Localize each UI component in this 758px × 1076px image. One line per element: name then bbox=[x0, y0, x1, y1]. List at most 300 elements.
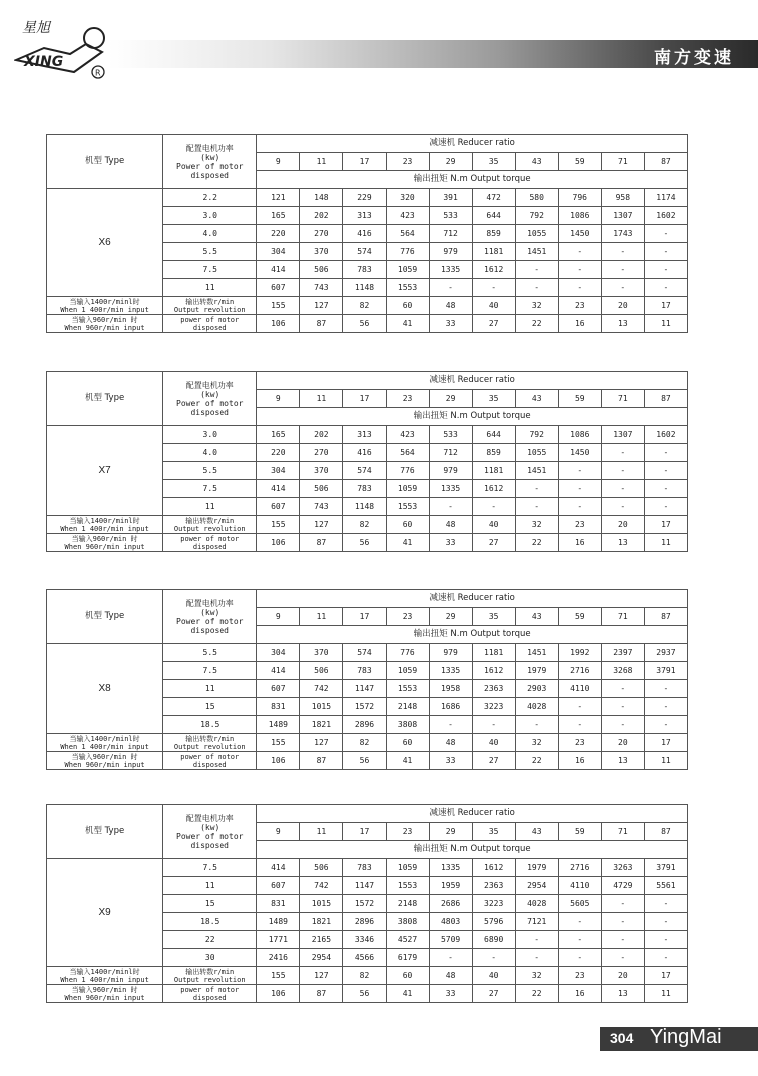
revolution-cell: 87 bbox=[300, 315, 343, 333]
ratio-cell: 59 bbox=[558, 823, 601, 841]
type-header: 机型 Type bbox=[47, 590, 163, 644]
torque-cell: - bbox=[644, 444, 687, 462]
torque-cell: - bbox=[601, 680, 644, 698]
torque-cell: 1958 bbox=[429, 680, 472, 698]
svg-text:R: R bbox=[95, 68, 101, 78]
spec-table-x8 bbox=[46, 589, 688, 770]
torque-cell: 1335 bbox=[429, 859, 472, 877]
torque-cell: 4803 bbox=[429, 913, 472, 931]
revolution-cell: 40 bbox=[472, 297, 515, 315]
revolution-cell: 155 bbox=[257, 297, 300, 315]
power-cell: 15 bbox=[163, 895, 257, 913]
torque-cell: 6890 bbox=[472, 931, 515, 949]
torque-cell: 414 bbox=[257, 662, 300, 680]
revolution-cell: 22 bbox=[515, 534, 558, 552]
input-1400-label-line: 当输入1400r/minl时 bbox=[69, 297, 140, 306]
torque-cell: 2896 bbox=[343, 716, 386, 734]
motor-power-label-line: power of motor bbox=[180, 315, 240, 324]
torque-cell: - bbox=[429, 498, 472, 516]
power-header bbox=[163, 805, 257, 859]
torque-cell: - bbox=[601, 913, 644, 931]
revolution-cell: 33 bbox=[429, 752, 472, 770]
torque-cell: 1821 bbox=[300, 716, 343, 734]
torque-cell: 574 bbox=[343, 243, 386, 261]
revolution-cell: 106 bbox=[257, 315, 300, 333]
revolution-cell: 82 bbox=[343, 297, 386, 315]
torque-cell: 1181 bbox=[472, 462, 515, 480]
torque-cell: 313 bbox=[343, 426, 386, 444]
revolution-cell: 56 bbox=[343, 985, 386, 1003]
torque-cell: - bbox=[558, 716, 601, 734]
power-header bbox=[163, 590, 257, 644]
revolution-cell: 127 bbox=[300, 967, 343, 985]
power-cell: 3.0 bbox=[163, 207, 257, 225]
torque-cell: 1059 bbox=[386, 662, 429, 680]
torque-cell: 2954 bbox=[515, 877, 558, 895]
table-header-row bbox=[47, 805, 688, 823]
output-revolution-label bbox=[163, 734, 257, 752]
torque-cell: 4028 bbox=[515, 895, 558, 913]
revolution-cell: 11 bbox=[644, 534, 687, 552]
reducer-ratio-header: 减速机 Reducer ratio bbox=[257, 372, 688, 390]
torque-cell: 792 bbox=[515, 207, 558, 225]
torque-cell: 580 bbox=[515, 189, 558, 207]
torque-cell: - bbox=[601, 261, 644, 279]
ratio-cell: 35 bbox=[472, 608, 515, 626]
revolution-cell: 23 bbox=[558, 734, 601, 752]
revolution-cell: 27 bbox=[472, 752, 515, 770]
torque-cell: 148 bbox=[300, 189, 343, 207]
revolution-cell: 60 bbox=[386, 297, 429, 315]
torque-cell: 414 bbox=[257, 480, 300, 498]
model-cell: X7 bbox=[47, 426, 163, 516]
reducer-ratio-header: 减速机 Reducer ratio bbox=[257, 135, 688, 153]
torque-cell: 7121 bbox=[515, 913, 558, 931]
torque-cell: 1612 bbox=[472, 261, 515, 279]
torque-cell: 1553 bbox=[386, 680, 429, 698]
torque-cell: 220 bbox=[257, 225, 300, 243]
torque-cell: 607 bbox=[257, 877, 300, 895]
torque-cell: 783 bbox=[343, 480, 386, 498]
logo-chinese-text: 星旭 bbox=[22, 20, 50, 36]
revolution-cell: 16 bbox=[558, 315, 601, 333]
revolution-cell: 16 bbox=[558, 985, 601, 1003]
torque-cell: 792 bbox=[515, 426, 558, 444]
torque-cell: - bbox=[601, 895, 644, 913]
torque-cell: 6179 bbox=[386, 949, 429, 967]
torque-cell: 564 bbox=[386, 444, 429, 462]
power-cell: 7.5 bbox=[163, 480, 257, 498]
torque-cell: 607 bbox=[257, 680, 300, 698]
torque-cell: 783 bbox=[343, 859, 386, 877]
torque-cell: 3223 bbox=[472, 698, 515, 716]
torque-cell: 742 bbox=[300, 877, 343, 895]
output-revolution-label bbox=[163, 967, 257, 985]
torque-cell: - bbox=[644, 698, 687, 716]
brand-title: 南方变速 bbox=[654, 48, 734, 68]
torque-cell: - bbox=[601, 931, 644, 949]
torque-cell: 859 bbox=[472, 444, 515, 462]
output-revolution-label-line: 输出转数r/min bbox=[185, 297, 235, 306]
ratio-cell: 9 bbox=[257, 390, 300, 408]
power-cell: 11 bbox=[163, 279, 257, 297]
output-revolution-label bbox=[163, 516, 257, 534]
torque-cell: 1612 bbox=[472, 662, 515, 680]
torque-cell: 2903 bbox=[515, 680, 558, 698]
torque-cell: - bbox=[644, 716, 687, 734]
torque-cell: 3808 bbox=[386, 913, 429, 931]
torque-cell: - bbox=[644, 279, 687, 297]
revolution-1400-row bbox=[47, 967, 688, 985]
power-header-line: Power of motor bbox=[176, 398, 244, 408]
ratio-cell: 87 bbox=[644, 390, 687, 408]
input-960-label-line: 当输入960r/min 时 bbox=[71, 752, 138, 761]
output-revolution-label bbox=[163, 297, 257, 315]
type-header: 机型 Type bbox=[47, 135, 163, 189]
revolution-cell: 106 bbox=[257, 985, 300, 1003]
input-1400-label-line: 当输入1400r/minl时 bbox=[69, 516, 140, 525]
revolution-cell: 82 bbox=[343, 734, 386, 752]
torque-cell: 776 bbox=[386, 243, 429, 261]
revolution-cell: 32 bbox=[515, 516, 558, 534]
torque-cell: - bbox=[644, 243, 687, 261]
torque-cell: 1572 bbox=[343, 698, 386, 716]
motor-power-label-line: power of motor bbox=[180, 752, 240, 761]
torque-cell: 1450 bbox=[558, 444, 601, 462]
input-1400-label bbox=[47, 967, 163, 985]
torque-cell: - bbox=[515, 279, 558, 297]
torque-cell: - bbox=[601, 444, 644, 462]
revolution-cell: 33 bbox=[429, 534, 472, 552]
torque-cell: 979 bbox=[429, 644, 472, 662]
revolution-cell: 60 bbox=[386, 967, 429, 985]
revolution-cell: 87 bbox=[300, 534, 343, 552]
input-960-label bbox=[47, 752, 163, 770]
ratio-cell: 71 bbox=[601, 608, 644, 626]
torque-cell: 3263 bbox=[601, 859, 644, 877]
table-row bbox=[47, 426, 688, 444]
ratio-cell: 29 bbox=[429, 823, 472, 841]
revolution-cell: 17 bbox=[644, 297, 687, 315]
power-header-line: 配置电机功率 bbox=[185, 813, 234, 823]
torque-cell: 220 bbox=[257, 444, 300, 462]
input-1400-label bbox=[47, 516, 163, 534]
output-revolution-label-line: Output revolution bbox=[173, 524, 246, 533]
ratio-cell: 43 bbox=[515, 390, 558, 408]
revolution-cell: 127 bbox=[300, 297, 343, 315]
torque-cell: 4028 bbox=[515, 698, 558, 716]
power-cell: 11 bbox=[163, 877, 257, 895]
torque-cell: 202 bbox=[300, 426, 343, 444]
revolution-cell: 22 bbox=[515, 985, 558, 1003]
revolution-cell: 48 bbox=[429, 734, 472, 752]
motor-power-label-line: disposed bbox=[192, 323, 227, 332]
torque-cell: 1612 bbox=[472, 859, 515, 877]
torque-cell: - bbox=[429, 949, 472, 967]
revolution-cell: 41 bbox=[386, 985, 429, 1003]
ratio-cell: 59 bbox=[558, 390, 601, 408]
revolution-cell: 13 bbox=[601, 752, 644, 770]
revolution-cell: 11 bbox=[644, 315, 687, 333]
revolution-cell: 23 bbox=[558, 297, 601, 315]
torque-cell: 1181 bbox=[472, 243, 515, 261]
revolution-cell: 11 bbox=[644, 752, 687, 770]
torque-cell: 270 bbox=[300, 225, 343, 243]
torque-cell: - bbox=[472, 949, 515, 967]
revolution-cell: 127 bbox=[300, 734, 343, 752]
torque-cell: 2148 bbox=[386, 895, 429, 913]
torque-cell: 506 bbox=[300, 480, 343, 498]
output-revolution-label-line: 输出转数r/min bbox=[185, 734, 235, 743]
ratio-cell: 35 bbox=[472, 390, 515, 408]
revolution-cell: 16 bbox=[558, 752, 601, 770]
type-header: 机型 Type bbox=[47, 372, 163, 426]
torque-cell: 1602 bbox=[644, 426, 687, 444]
power-cell: 11 bbox=[163, 498, 257, 516]
revolution-cell: 41 bbox=[386, 534, 429, 552]
torque-cell: 5561 bbox=[644, 877, 687, 895]
torque-cell: 712 bbox=[429, 444, 472, 462]
revolution-cell: 60 bbox=[386, 516, 429, 534]
torque-cell: - bbox=[644, 225, 687, 243]
torque-cell: 472 bbox=[472, 189, 515, 207]
torque-cell: - bbox=[644, 949, 687, 967]
input-960-label-line: 当输入960r/min 时 bbox=[71, 534, 138, 543]
ratio-cell: 71 bbox=[601, 823, 644, 841]
torque-cell: 1015 bbox=[300, 895, 343, 913]
output-torque-header: 输出扭矩 N.m Output torque bbox=[257, 171, 688, 189]
torque-cell: 304 bbox=[257, 644, 300, 662]
torque-cell: 1992 bbox=[558, 644, 601, 662]
torque-cell: 1959 bbox=[429, 877, 472, 895]
power-cell: 3.0 bbox=[163, 426, 257, 444]
torque-cell: 506 bbox=[300, 662, 343, 680]
power-header bbox=[163, 135, 257, 189]
revolution-cell: 13 bbox=[601, 315, 644, 333]
torque-cell: 2716 bbox=[558, 662, 601, 680]
torque-cell: - bbox=[515, 716, 558, 734]
torque-cell: 121 bbox=[257, 189, 300, 207]
torque-cell: - bbox=[515, 949, 558, 967]
power-header-line: Power of motor bbox=[176, 831, 244, 841]
table-header-row bbox=[47, 135, 688, 153]
revolution-cell: 32 bbox=[515, 734, 558, 752]
power-cell: 5.5 bbox=[163, 644, 257, 662]
torque-cell: - bbox=[601, 498, 644, 516]
motor-power-label-line: disposed bbox=[192, 542, 227, 551]
torque-cell: - bbox=[472, 279, 515, 297]
torque-cell: - bbox=[644, 462, 687, 480]
input-1400-label-line: When 1 400r/min input bbox=[60, 305, 149, 314]
torque-cell: 4527 bbox=[386, 931, 429, 949]
power-cell: 18.5 bbox=[163, 716, 257, 734]
torque-cell: - bbox=[558, 949, 601, 967]
power-cell: 11 bbox=[163, 680, 257, 698]
torque-cell: - bbox=[515, 498, 558, 516]
torque-cell: - bbox=[558, 913, 601, 931]
output-revolution-label-line: 输出转数r/min bbox=[185, 967, 235, 976]
torque-cell: 2363 bbox=[472, 877, 515, 895]
ratio-cell: 35 bbox=[472, 823, 515, 841]
model-cell: X6 bbox=[47, 189, 163, 297]
revolution-cell: 23 bbox=[558, 967, 601, 985]
torque-cell: 831 bbox=[257, 895, 300, 913]
ratio-cell: 87 bbox=[644, 608, 687, 626]
input-1400-label-line: 当输入1400r/minl时 bbox=[69, 734, 140, 743]
revolution-cell: 56 bbox=[343, 315, 386, 333]
revolution-cell: 155 bbox=[257, 967, 300, 985]
torque-cell: 2165 bbox=[300, 931, 343, 949]
torque-cell: 574 bbox=[343, 462, 386, 480]
revolution-960-row bbox=[47, 985, 688, 1003]
revolution-cell: 48 bbox=[429, 297, 472, 315]
torque-cell: 1059 bbox=[386, 480, 429, 498]
torque-cell: 1450 bbox=[558, 225, 601, 243]
revolution-1400-row bbox=[47, 297, 688, 315]
torque-cell: - bbox=[558, 243, 601, 261]
table-header-row bbox=[47, 590, 688, 608]
revolution-cell: 155 bbox=[257, 734, 300, 752]
table-row bbox=[47, 859, 688, 877]
torque-cell: 3791 bbox=[644, 662, 687, 680]
spec-table-x7 bbox=[46, 371, 688, 552]
power-header-line: (kw) bbox=[200, 152, 220, 162]
torque-cell: - bbox=[558, 462, 601, 480]
torque-cell: 2954 bbox=[300, 949, 343, 967]
torque-cell: 5605 bbox=[558, 895, 601, 913]
revolution-cell: 11 bbox=[644, 985, 687, 1003]
torque-cell: 1451 bbox=[515, 644, 558, 662]
output-revolution-label-line: Output revolution bbox=[173, 975, 246, 984]
motor-power-label bbox=[163, 315, 257, 333]
torque-cell: - bbox=[644, 261, 687, 279]
torque-cell: 370 bbox=[300, 644, 343, 662]
torque-cell: - bbox=[644, 680, 687, 698]
torque-cell: 391 bbox=[429, 189, 472, 207]
torque-cell: 3268 bbox=[601, 662, 644, 680]
torque-cell: 1602 bbox=[644, 207, 687, 225]
output-revolution-label-line: Output revolution bbox=[173, 305, 246, 314]
revolution-cell: 40 bbox=[472, 516, 515, 534]
torque-cell: 5709 bbox=[429, 931, 472, 949]
revolution-cell: 60 bbox=[386, 734, 429, 752]
ratio-cell: 59 bbox=[558, 608, 601, 626]
ratio-cell: 17 bbox=[343, 823, 386, 841]
torque-cell: 644 bbox=[472, 426, 515, 444]
torque-cell: 1148 bbox=[343, 498, 386, 516]
input-1400-label-line: 当输入1400r/minl时 bbox=[69, 967, 140, 976]
input-1400-label-line: When 1 400r/min input bbox=[60, 742, 149, 751]
torque-cell: 1335 bbox=[429, 662, 472, 680]
torque-cell: 1307 bbox=[601, 207, 644, 225]
revolution-cell: 87 bbox=[300, 752, 343, 770]
power-header-line: disposed bbox=[190, 625, 229, 635]
torque-cell: 4110 bbox=[558, 877, 601, 895]
power-header-line: 配置电机功率 bbox=[185, 380, 234, 390]
ratio-cell: 29 bbox=[429, 153, 472, 171]
ratio-cell: 43 bbox=[515, 608, 558, 626]
revolution-cell: 22 bbox=[515, 315, 558, 333]
power-cell: 7.5 bbox=[163, 662, 257, 680]
motor-power-label-line: power of motor bbox=[180, 985, 240, 994]
torque-cell: 3808 bbox=[386, 716, 429, 734]
torque-cell: 414 bbox=[257, 261, 300, 279]
power-cell: 7.5 bbox=[163, 261, 257, 279]
ratio-cell: 11 bbox=[300, 390, 343, 408]
ratio-cell: 23 bbox=[386, 153, 429, 171]
torque-cell: - bbox=[644, 480, 687, 498]
torque-cell: 2148 bbox=[386, 698, 429, 716]
input-1400-label bbox=[47, 297, 163, 315]
power-header bbox=[163, 372, 257, 426]
motor-power-label-line: power of motor bbox=[180, 534, 240, 543]
revolution-cell: 106 bbox=[257, 534, 300, 552]
torque-cell: 2937 bbox=[644, 644, 687, 662]
output-torque-header: 输出扭矩 N.m Output torque bbox=[257, 841, 688, 859]
torque-cell: 4110 bbox=[558, 680, 601, 698]
torque-cell: - bbox=[601, 949, 644, 967]
torque-cell: 270 bbox=[300, 444, 343, 462]
ratio-cell: 43 bbox=[515, 153, 558, 171]
torque-cell: 416 bbox=[343, 444, 386, 462]
model-cell: X8 bbox=[47, 644, 163, 734]
torque-cell: 1612 bbox=[472, 480, 515, 498]
input-960-label bbox=[47, 985, 163, 1003]
torque-cell: 1055 bbox=[515, 444, 558, 462]
table-row bbox=[47, 644, 688, 662]
input-960-label-line: 当输入960r/min 时 bbox=[71, 315, 138, 324]
torque-cell: - bbox=[515, 931, 558, 949]
torque-cell: 3223 bbox=[472, 895, 515, 913]
ratio-cell: 29 bbox=[429, 608, 472, 626]
ratio-cell: 23 bbox=[386, 390, 429, 408]
motor-power-label-line: disposed bbox=[192, 993, 227, 1002]
footer-brand: YingMai bbox=[650, 1026, 722, 1048]
torque-cell: 958 bbox=[601, 189, 644, 207]
motor-power-label bbox=[163, 534, 257, 552]
power-header-line: disposed bbox=[190, 407, 229, 417]
ratio-cell: 17 bbox=[343, 608, 386, 626]
page-number: 304 bbox=[610, 1030, 634, 1046]
torque-cell: 1771 bbox=[257, 931, 300, 949]
torque-cell: 1553 bbox=[386, 498, 429, 516]
revolution-1400-row bbox=[47, 734, 688, 752]
revolution-cell: 16 bbox=[558, 534, 601, 552]
torque-cell: 304 bbox=[257, 243, 300, 261]
ratio-cell: 11 bbox=[300, 823, 343, 841]
torque-cell: 644 bbox=[472, 207, 515, 225]
torque-cell: 3791 bbox=[644, 859, 687, 877]
torque-cell: - bbox=[515, 261, 558, 279]
torque-cell: - bbox=[558, 480, 601, 498]
ratio-cell: 71 bbox=[601, 390, 644, 408]
power-cell: 18.5 bbox=[163, 913, 257, 931]
revolution-cell: 20 bbox=[601, 297, 644, 315]
input-960-label bbox=[47, 315, 163, 333]
input-960-label-line: 当输入960r/min 时 bbox=[71, 985, 138, 994]
torque-cell: - bbox=[601, 698, 644, 716]
torque-cell: 1147 bbox=[343, 877, 386, 895]
torque-cell: 1686 bbox=[429, 698, 472, 716]
torque-cell: 506 bbox=[300, 859, 343, 877]
ratio-cell: 87 bbox=[644, 153, 687, 171]
torque-cell: 1451 bbox=[515, 462, 558, 480]
power-cell: 4.0 bbox=[163, 225, 257, 243]
torque-cell: 1181 bbox=[472, 644, 515, 662]
revolution-cell: 155 bbox=[257, 516, 300, 534]
ratio-cell: 87 bbox=[644, 823, 687, 841]
torque-cell: 3346 bbox=[343, 931, 386, 949]
